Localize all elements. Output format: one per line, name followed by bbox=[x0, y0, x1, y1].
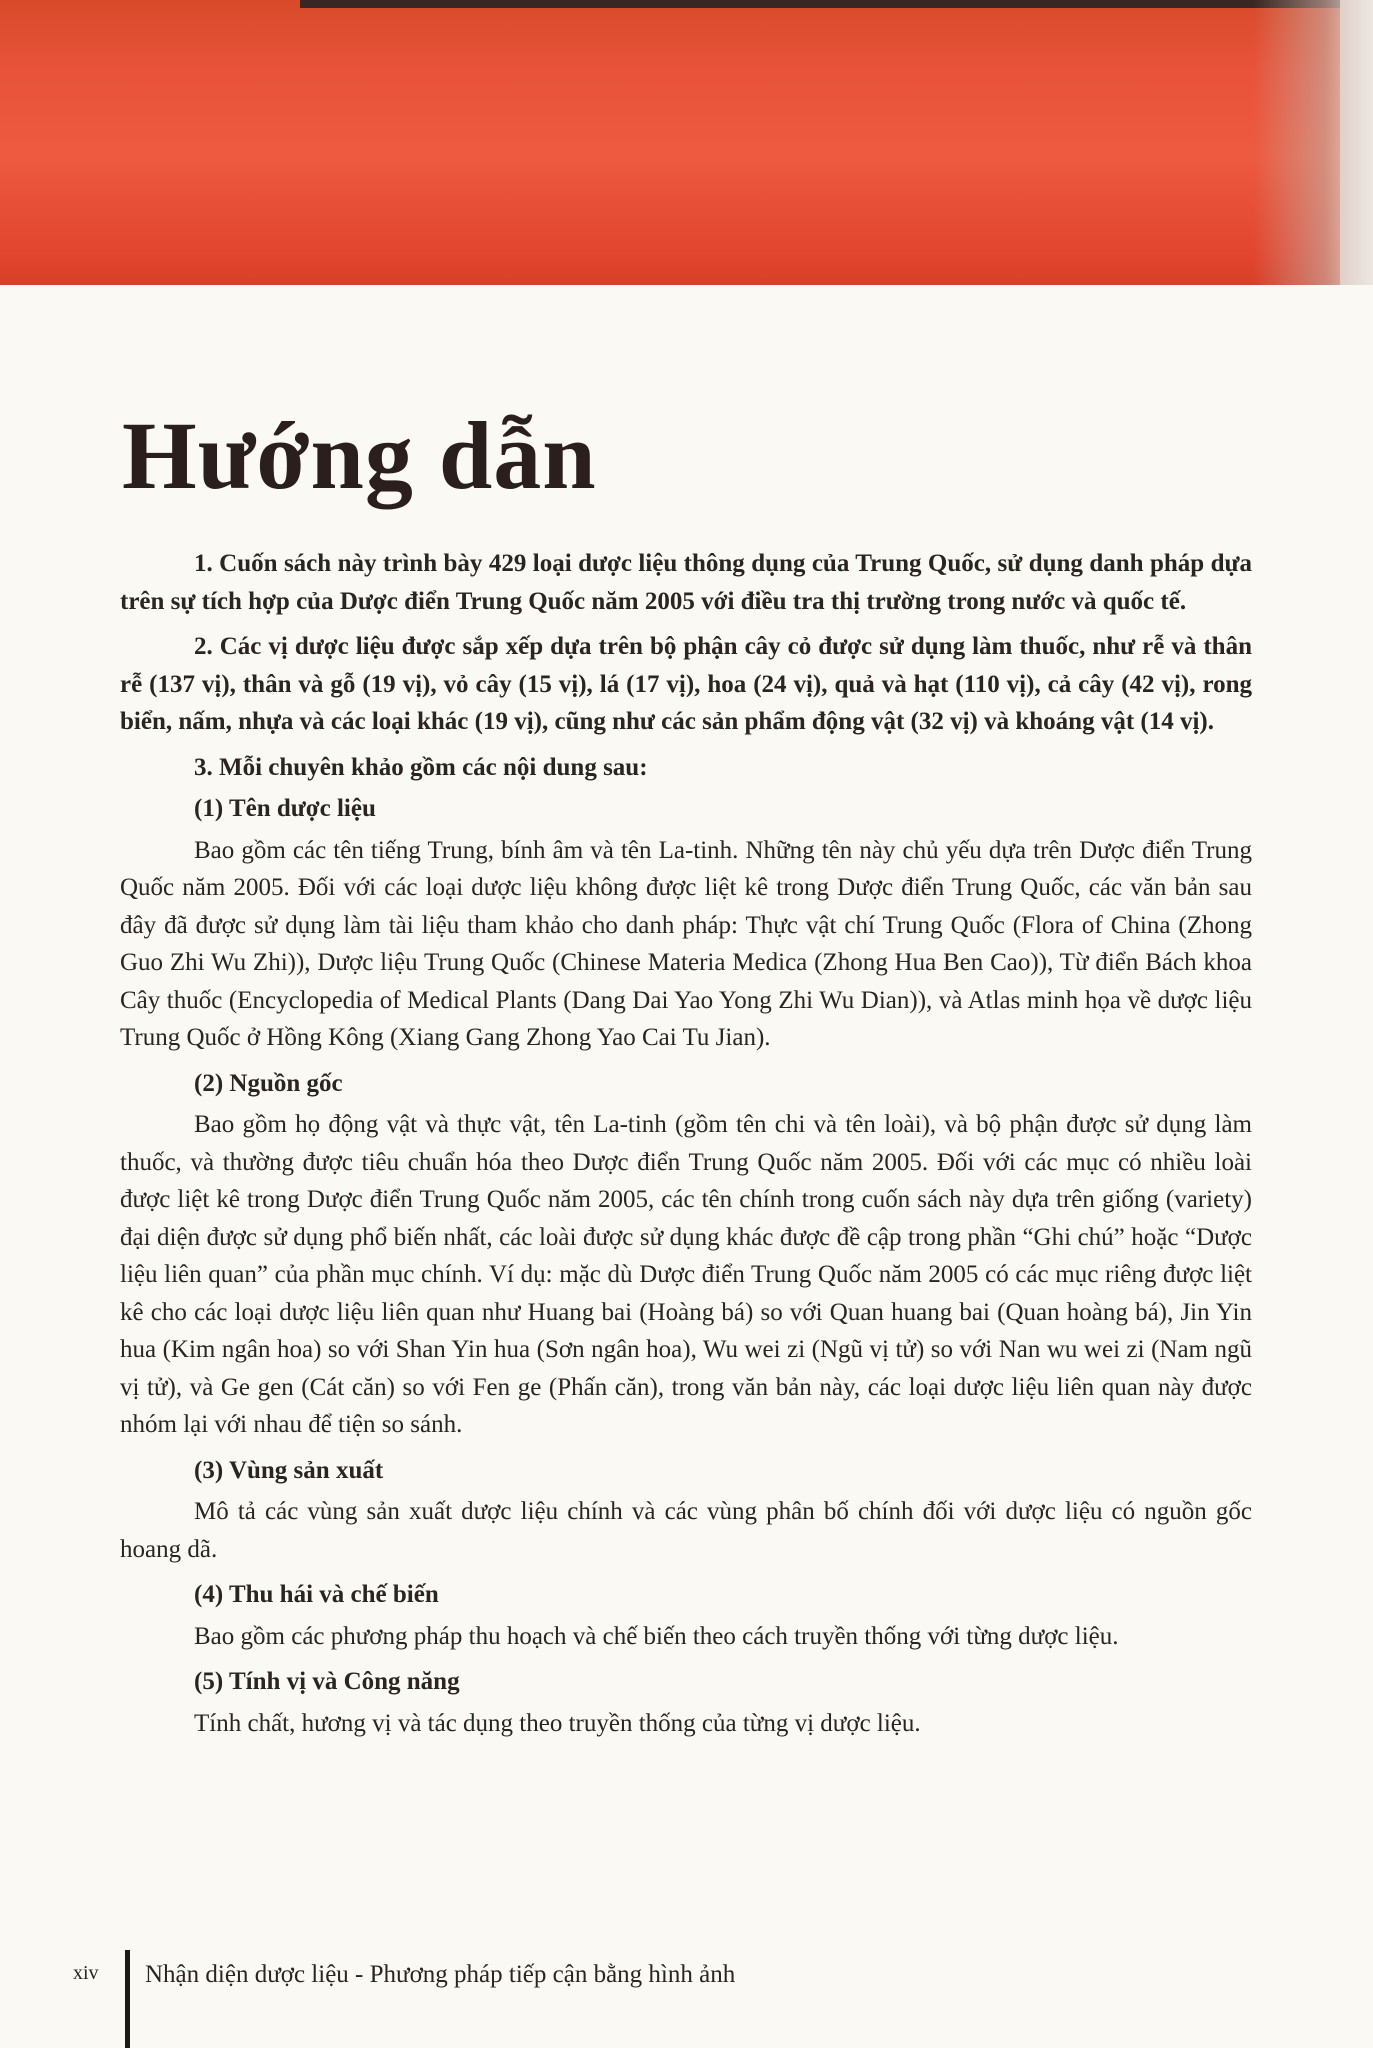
section-heading-name: (1) Tên dược liệu bbox=[194, 795, 376, 822]
page-title: Hướng dẫn bbox=[122, 402, 597, 509]
section-body-name: Bao gồm các tên tiếng Trung, bính âm và tên La-tinh. Những tên này chủ yếu dựa trên Dược điển Trung Quốc năm 2005. Đối với các loại dược liệu không được liệt kê trong Dược điển Trung Quốc, các văn bản sau đây đã được sử dụng làm tài liệu tham khảo cho danh pháp: Thực vật chí Trung Quốc (Flora of China (Zhong Guo Zhi Wu Zhi)), Dược liệu Trung Quốc (Chinese Materia Medica (Zhong Hua Ben Cao)), Từ điển Bách khoa Cây thuốc (Encyclopedia of Medical Plants (Dang Dai Yao Yong Zhi Wu Dian)), và Atlas minh họa về dược liệu Trung Quốc ở Hồng Kông (Xiang Gang Zhong Yao Cai Tu Jian). bbox=[120, 836, 1252, 1051]
section-body-region: Mô tả các vùng sản xuất dược liệu chính và các vùng phân bố chính đối với dược liệu có nguồn gốc hoang dã. bbox=[120, 1498, 1252, 1563]
section-heading-harvest: (4) Thu hái và chế biến bbox=[194, 1581, 439, 1608]
footer-divider-bar bbox=[125, 1950, 130, 2048]
section-body-origin: Bao gồm họ động vật và thực vật, tên La-tinh (gồm tên chi và tên loài), và bộ phận được sử dụng làm thuốc, và thường được tiêu chuẩn hóa theo Dược điển Trung Quốc năm 2005. Đối với các mục có nhiều loài được liệt kê trong Dược điển Trung Quốc năm 2005, các tên chính trong cuốn sách này dựa trên giống (variety) đại diện được sử dụng phổ biến nhất, các loài được sử dụng khác được đề cập trong phần “Ghi chú” hoặc “Dược liệu liên quan” của phần mục chính. Ví dụ: mặc dù Dược điển Trung Quốc năm 2005 có các mục riêng được liệt kê cho các loại dược liệu liên quan như Huang bai (Hoàng bá) so với Quan huang bai (Quan hoàng bá), Jin Yin hua (Kim ngân hoa) so với Shan Yin hua (Sơn ngân hoa), Wu wei zi (Ngũ vị tử) so với Nan wu wei zi (Nam ngũ vị tử), và Ge gen (Cát căn) so với Fen ge (Phấn căn), trong văn bản này, các loại dược liệu liên quan này được nhóm lại với nhau để tiện so sánh. bbox=[120, 1111, 1252, 1438]
footer bbox=[73, 1958, 109, 1988]
page-number: xiv bbox=[73, 1962, 99, 1984]
section-body-properties: Tính chất, hương vị và tác dụng theo truyền thống của từng vị dược liệu. bbox=[194, 1709, 921, 1737]
section-heading-region: (3) Vùng sản xuất bbox=[194, 1456, 384, 1484]
section-heading-properties: (5) Tính vị và Công năng bbox=[194, 1668, 460, 1695]
body-content bbox=[120, 545, 1252, 1750]
section-heading-origin: (2) Nguồn gốc bbox=[194, 1069, 343, 1097]
paragraph-2: 2. Các vị dược liệu được sắp xếp dựa trên bộ phận cây cỏ được sử dụng làm thuốc, như rễ và thân rễ (137 vị), thân và gỗ (19 vị), vỏ cây (15 vị), lá (17 vị), hoa (24 vị), quả và hạt (110 vị), cả cây (42 vị), rong biển, nấm, nhựa và các loại khác (19 vị), cũng như các sản phẩm động vật (32 vị) và khoáng vật (14 vị). bbox=[120, 633, 1252, 735]
banner-top-edge bbox=[300, 0, 1340, 8]
paragraph-1: 1. Cuốn sách này trình bày 429 loại dược liệu thông dụng của Trung Quốc, sử dụng danh pháp dựa trên sự tích hợp của Dược điển Trung Quốc năm 2005 với điều tra thị trường trong nước và quốc tế. bbox=[120, 550, 1252, 615]
paragraph-3: 3. Mỗi chuyên khảo gồm các nội dung sau: bbox=[194, 753, 648, 781]
footer-book-title: Nhận diện dược liệu - Phương pháp tiếp cận bằng hình ảnh bbox=[145, 1961, 736, 1988]
section-body-harvest: Bao gồm các phương pháp thu hoạch và chế biến theo cách truyền thống với từng dược liệu. bbox=[194, 1622, 1119, 1650]
banner-shade bbox=[1253, 0, 1373, 285]
header-banner bbox=[0, 0, 1340, 285]
